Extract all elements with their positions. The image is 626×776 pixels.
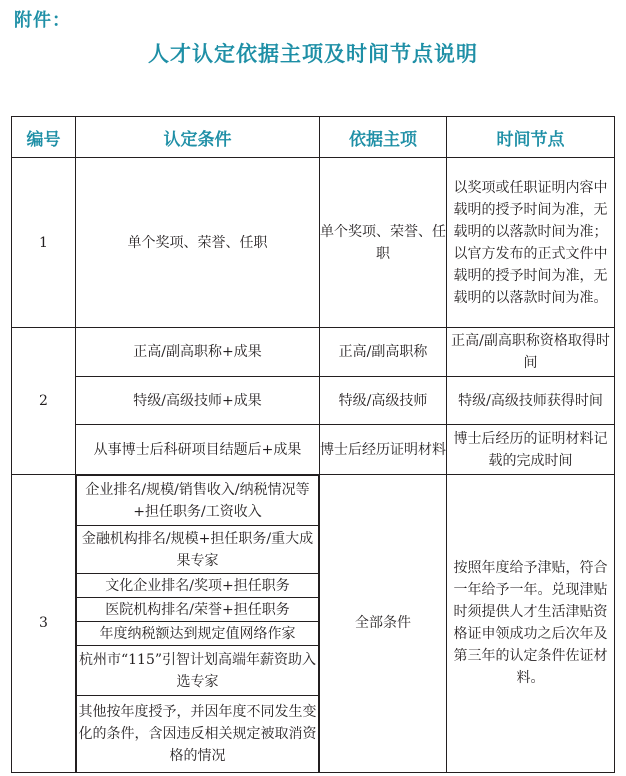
basis-cell: 单个奖项、荣誉、任职: [320, 158, 447, 328]
list-item: 年度纳税额达到规定值网络作家: [77, 622, 319, 646]
time-cell: 正高/副高职称资格取得时间: [447, 328, 615, 377]
table-row: [12, 328, 615, 377]
list-item: 杭州市“115”引智计划高端年薪资助入选专家: [77, 646, 319, 696]
attachment-label: 附件：: [14, 10, 71, 31]
table-row: [12, 475, 615, 773]
table-row: [12, 158, 615, 328]
list-item: 企业排名/规模/销售收入/纳税情况等+担任职务/工资收入: [77, 476, 319, 526]
row-number: 1: [12, 158, 76, 328]
condition-cell: 单个奖项、荣誉、任职: [76, 158, 320, 328]
condition-list-cell: [76, 475, 320, 773]
time-cell: 按照年度给予津贴，符合一年给予一年。兑现津贴时须提供人才生活津贴资格证申领成功之后次年及第三年的认定条件佐证材料。: [447, 475, 615, 773]
table-row: [12, 425, 615, 475]
basis-cell: 正高/副高职称: [320, 328, 447, 377]
time-cell: 特级/高级技师获得时间: [447, 377, 615, 425]
criteria-table: [11, 116, 615, 773]
list-item: 医院机构排名/荣誉+担任职务: [77, 598, 319, 622]
list-item: 其他按年度授予，并因年度不同发生变化的条件，含因违反相关规定被取消资格的情况: [77, 696, 319, 772]
table-header-row: [12, 117, 615, 158]
row-number: 2: [12, 328, 76, 475]
condition-list: [76, 475, 319, 772]
time-cell: 以奖项或任职证明内容中载明的授予时间为准，无载明的以落款时间为准；以官方发布的正式文件中载明的授予时间为准，无载明的以落款时间为准。: [447, 158, 615, 328]
basis-cell: 博士后经历证明材料: [320, 425, 447, 475]
row-number: 3: [12, 475, 76, 773]
header-basis: 依据主项: [320, 117, 447, 158]
condition-cell: 正高/副高职称+成果: [76, 328, 320, 377]
header-number: 编号: [12, 117, 76, 158]
list-item: 金融机构排名/规模+担任职务/重大成果专家: [77, 526, 319, 574]
condition-cell: 从事博士后科研项目结题后+成果: [76, 425, 320, 475]
basis-cell: 全部条件: [320, 475, 447, 773]
header-condition: 认定条件: [76, 117, 320, 158]
list-item: 文化企业排名/奖项+担任职务: [77, 574, 319, 598]
condition-cell: 特级/高级技师+成果: [76, 377, 320, 425]
header-time: 时间节点: [447, 117, 615, 158]
basis-cell: 特级/高级技师: [320, 377, 447, 425]
time-cell: 博士后经历的证明材料记载的完成时间: [447, 425, 615, 475]
document-title: 人才认定依据主项及时间节点说明: [148, 42, 478, 66]
table-row: [12, 377, 615, 425]
